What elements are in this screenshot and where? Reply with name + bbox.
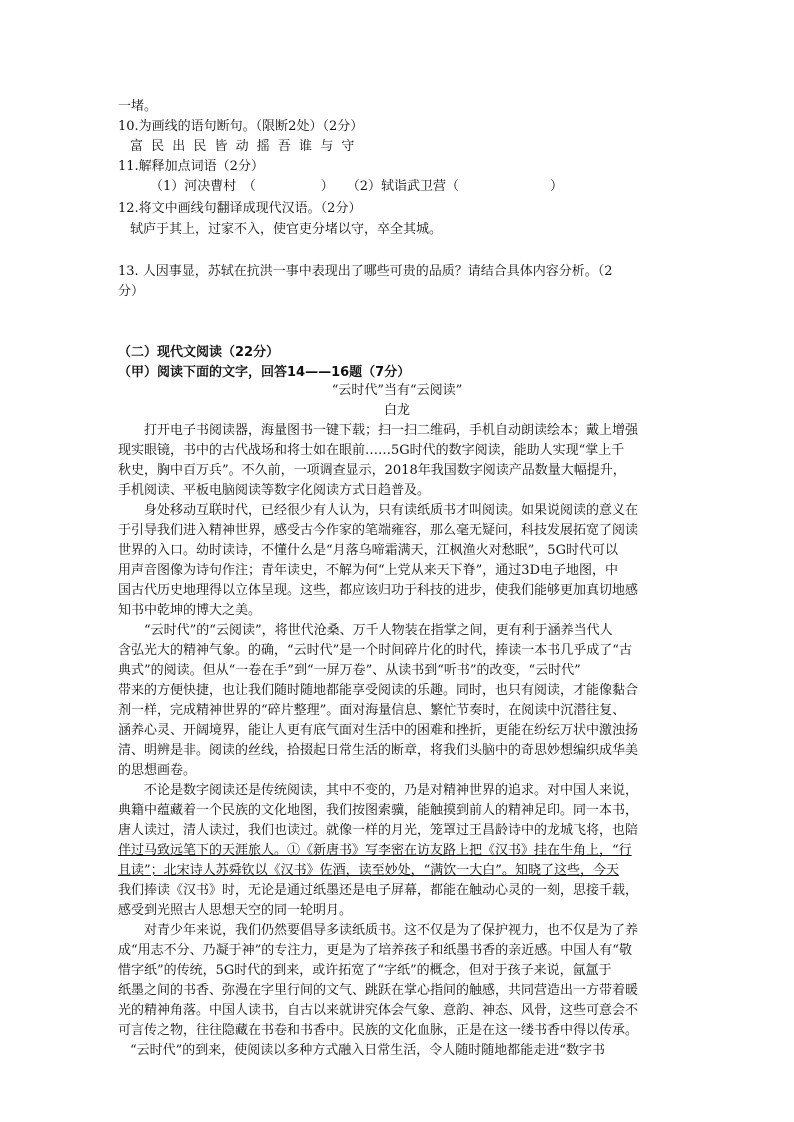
question-11-items: （1）河决曹村 （ ） （2）轼诣武卫营（ ） [150,179,564,194]
paragraph-line: 成“用志不分、乃凝于神”的专注力，更是为了培养孩子和纸墨书香的亲近感。中国人有“敬 [118,943,632,958]
paragraph-line: 手机阅读、平板电脑阅读等数字化阅读方式日趋普及。 [118,483,431,498]
question-13: 13. 人因事显，苏轼在抗洪一事中表现出了哪些可贵的品质？请结合具体内容分析。（2 [118,264,613,279]
translation-sentence: 轼庐于其上，过家不入，使官吏分堵以守，卒全其城。 [130,222,443,237]
paragraph-line: 现实眼镜，书中的古代战场和将士如在眼前……5G时代的数字阅读，能助人实现“掌上千 [118,443,625,458]
paragraph-line: 打开电子书阅读器，海量图书一键下载；扫一扫二维码，手机自动朗读绘本；戴上增强 [144,423,639,438]
underlined-sentence: 且读”；北宋诗人苏舜钦以《汉书》佐酒，读至妙处，“满饮一大白”。知晓了这些，今天 [118,863,619,878]
text-line: 一堵。 [118,99,158,114]
section-heading: （二）现代文阅读（22分） [118,345,280,360]
paragraph-line: 用声音图像为诗句作注；青年读史，不解为何“上党从来天下脊”，通过3D电子地图，中 [118,563,618,578]
paragraph-line: 纸墨之间的书香、弥漫在字里行间的文气、跳跃在掌心指间的触感，共同营造出一方带着暖 [118,983,639,998]
paragraph-line: 的思想画卷。 [118,763,197,778]
paragraph-line: 知书中乾坤的博大之美。 [118,603,262,618]
paragraph-line: 清、明辨是非。阅读的丝线，拾掇起日常生活的断章，将我们头脑中的奇思妙想编织成华美 [118,743,639,758]
paragraph-line: 剂一样，完成精神世界的“碎片整理”。面对海量信息、繁忙节奏时，在阅读中沉潜往复、 [118,703,626,718]
paragraph-line: 世界的入口。幼时读诗，不懂什么是“月落乌啼霜满天，江枫渔火对愁眠”，5G时代可以 [118,543,618,558]
subsection-heading: （甲）阅读下面的文字，回答14——16题（7分） [118,365,411,380]
paragraph-line: 秋史，胸中百万兵”。不久前，一项调查显示，2018年我国数字阅读产品数量大幅提升， [118,463,626,478]
paragraph-line: 可言传之物，往往隐藏在书卷和书香中。民族的文化血脉，正是在这一缕书香中得以传承。 [118,1023,639,1038]
paragraph-line: 对青少年来说，我们仍然要倡导多读纸质书。这不仅是为了保护视力，也不仅是为了养 [144,923,639,938]
paragraph-line: 典籍中蕴藏着一个民族的文化地图，我们按图索骥，能触摸到前人的精神足印。同一本书， [118,803,639,818]
paragraph-line: 不论是数字阅读还是传统阅读，其中不变的，乃是对精神世界的追求。对中国人来说， [144,783,639,798]
article-author: 白龙 [383,403,410,418]
paragraph-line: “云时代”的“云阅读”，将世代沧桑、万千人物装在指掌之间，更有利于涵养当代人 [144,623,613,638]
paragraph-line: 带来的方便快捷，也让我们随时随地都能享受阅读的乐趣。同时，也只有阅读，才能像黏合 [118,683,639,698]
article-title: “云时代”当有“云阅读” [331,383,463,398]
sentence-to-punctuate: 富 民 出 民 皆 动 摇 吾 谁 与 守 [130,139,357,154]
question-10: 10.为画线的语句断句。（限断2处）（2分） [118,119,364,134]
paragraph-line: 国古代历史地理得以立体呈现。这些，都应该归功于科技的进步，使我们能够更加真切地感 [118,583,639,598]
paragraph-line: 身处移动互联时代，已经很少有人认为，只有读纸质书才叫阅读。如果说阅读的意义在 [144,503,639,518]
paragraph-line: “云时代”的到来，使阅读以多种方式融入日常生活，令人随时随地都能走进“数字书 [130,1043,605,1058]
paragraph-line: 感受到光照古人思想天空的同一轮明月。 [118,903,353,918]
paragraph-line: 典式”的阅读。但从“一卷在手”到“一屏万卷”、从读书到“听书”的改变，“云时代” [118,663,581,678]
paragraph-line: 唐人读过，清人读过，我们也读过。就像一样的月光，笼罩过王昌龄诗中的龙城飞将，也陪 [118,823,639,838]
underlined-sentence: 伴过马致远笔下的天涯旅人。①《新唐书》写李密在访友路上把《汉书》挂在牛角上，“行 [118,843,632,858]
question-13-cont: 分） [118,284,145,299]
question-11: 11.解释加点词语（2分） [118,159,264,174]
paragraph-line: 于引导我们进入精神世界，感受古今作家的笔端雍容，那么毫无疑问，科技发展拓宽了阅读 [118,523,639,538]
paragraph-line: 涵养心灵、开阔境界，能让人更有底气面对生活中的困难和挫折，更能在纷纭万状中激浊扬 [118,723,639,738]
paragraph-line: 含弘光大的精神气象。的确，“云时代”是一个时间碎片化的时代，捧读一本书几乎成了“古 [118,643,632,658]
paragraph-line: 光的精神角落。中国人读书，自古以来就讲究体会气象、意韵、神态、风骨，这些可意会不 [118,1003,639,1018]
paragraph-line: 我们捧读《汉书》时，无论是通过纸墨还是电子屏幕，都能在触动心灵的一刻，思接千载， [118,883,639,898]
paragraph-line: 惜字纸”的传统，5G时代的到来，或许拓宽了“字纸”的概念，但对于孩子来说，氤氲于 [118,963,612,978]
question-12: 12.将文中画线句翻译成现代汉语。（2分） [118,201,362,216]
